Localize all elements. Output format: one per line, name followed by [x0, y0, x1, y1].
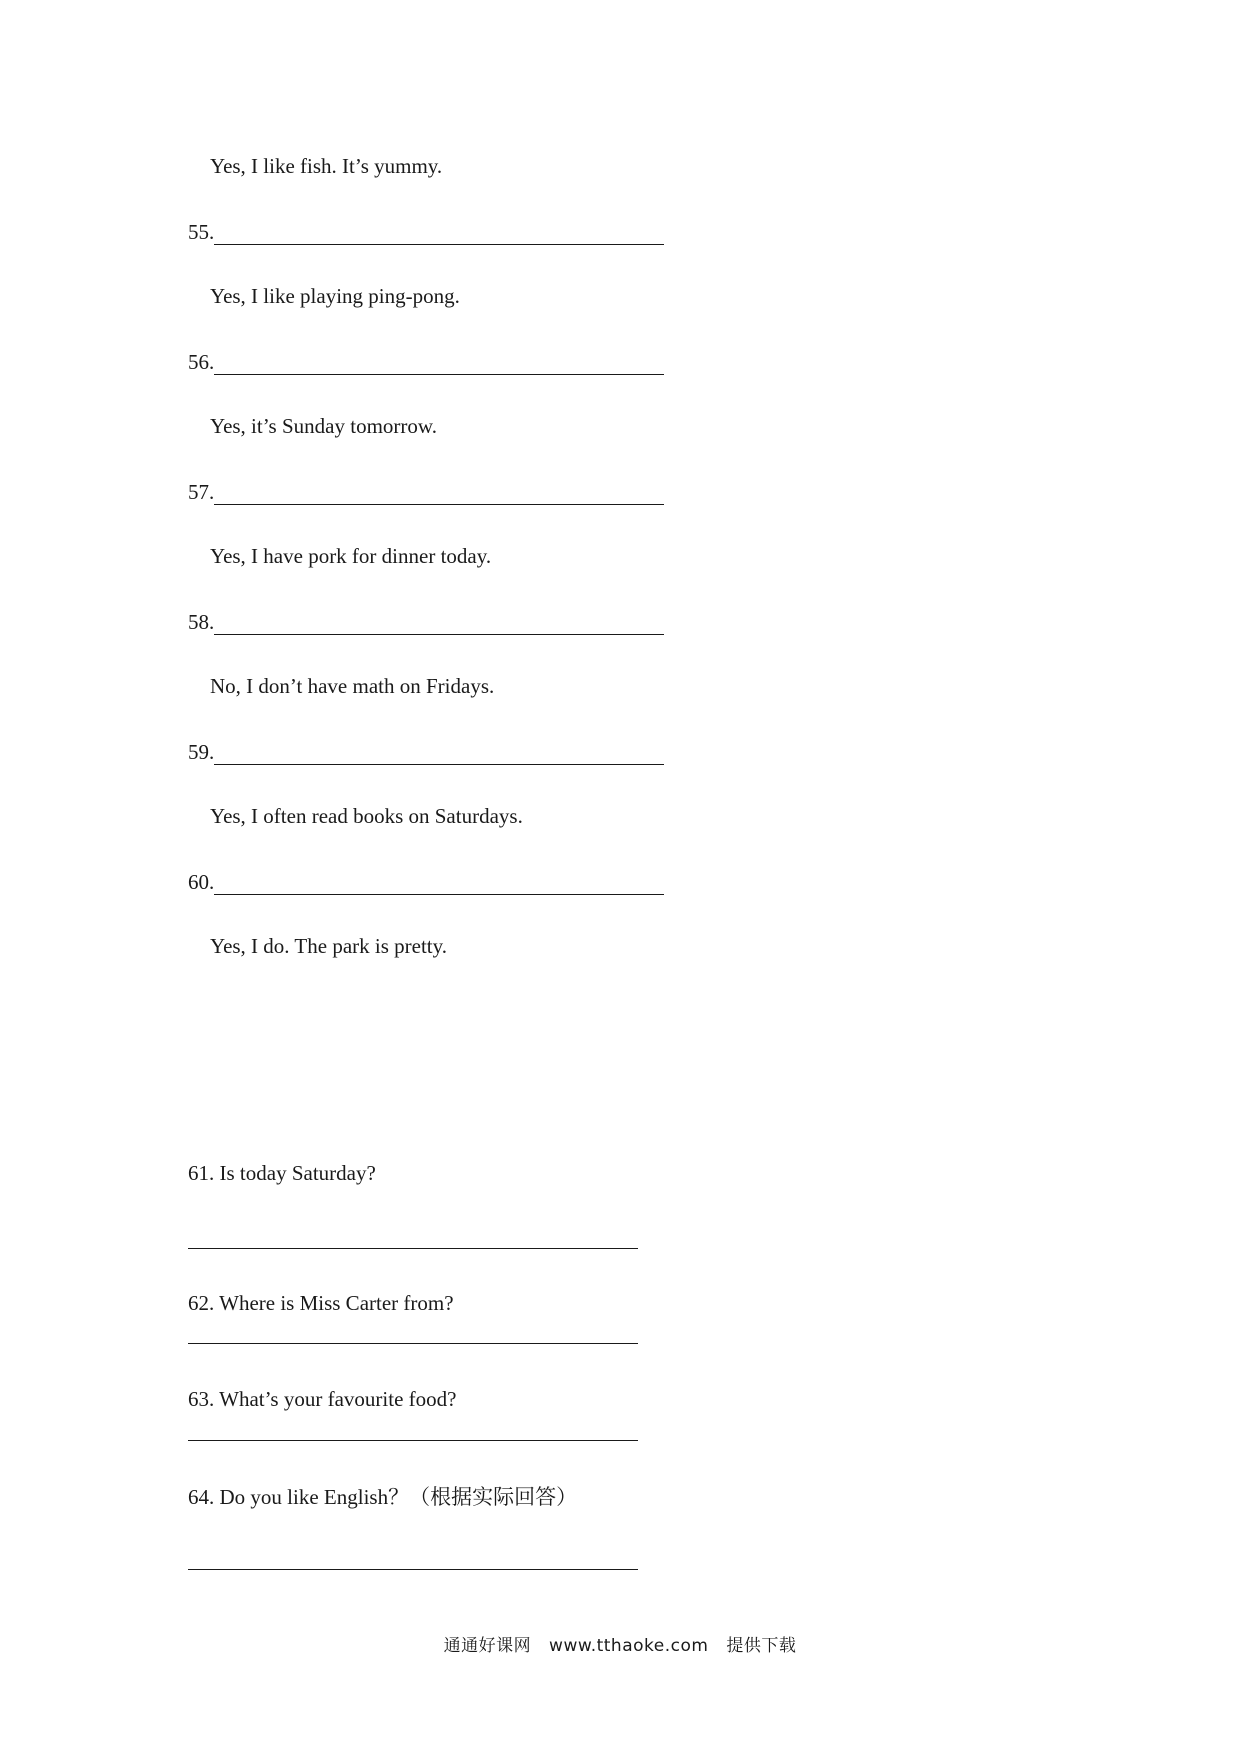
answer-text: Yes, I like playing ping-pong. — [210, 284, 460, 308]
answer-blank[interactable] — [214, 482, 664, 505]
answer-blank-row[interactable] — [188, 605, 664, 635]
answer-blank[interactable] — [214, 742, 664, 765]
question-number: 60. — [188, 870, 215, 894]
answer-write-line[interactable] — [188, 1569, 638, 1570]
answer-blank-row[interactable] — [188, 475, 664, 505]
answer-text: No, I don’t have math on Fridays. — [210, 674, 495, 698]
question-number: 57. — [188, 480, 215, 504]
answer-blank[interactable] — [214, 612, 664, 635]
question-number: 59. — [188, 740, 215, 764]
answer-blank-row[interactable] — [188, 215, 664, 245]
answer-blank-row[interactable] — [188, 735, 664, 765]
answer-text: Yes, I do. The park is pretty. — [210, 934, 448, 958]
answer-blank-row[interactable] — [188, 865, 664, 895]
answer-blank[interactable] — [214, 222, 664, 245]
question-text: 62. Where is Miss Carter from? — [188, 1291, 454, 1315]
footer-suffix: 提供下载 — [726, 1636, 797, 1656]
footer-site-name: 通通好课网 — [443, 1636, 532, 1656]
question-text: 64. Do you like English？（根据实际回答） — [188, 1485, 578, 1509]
answer-text: Yes, I often read books on Saturdays. — [210, 804, 523, 828]
answer-text: Yes, I like fish. It’s yummy. — [210, 154, 443, 178]
answer-blank[interactable] — [214, 872, 664, 895]
answer-write-line[interactable] — [188, 1440, 638, 1441]
answer-write-line[interactable] — [188, 1248, 638, 1249]
question-number: 56. — [188, 350, 215, 374]
question-text: 61. Is today Saturday? — [188, 1161, 376, 1185]
answer-blank[interactable] — [214, 352, 664, 375]
answer-write-line[interactable] — [188, 1343, 638, 1344]
answer-text: Yes, I have pork for dinner today. — [210, 544, 492, 568]
footer-url: www.tthaoke.com — [549, 1636, 709, 1656]
question-text: 63. What’s your favourite food? — [188, 1387, 457, 1411]
question-number: 58. — [188, 610, 215, 634]
question-number: 55. — [188, 220, 215, 244]
answer-blank-row[interactable] — [188, 345, 664, 375]
answer-text: Yes, it’s Sunday tomorrow. — [210, 414, 437, 438]
page-footer — [0, 1631, 1240, 1656]
